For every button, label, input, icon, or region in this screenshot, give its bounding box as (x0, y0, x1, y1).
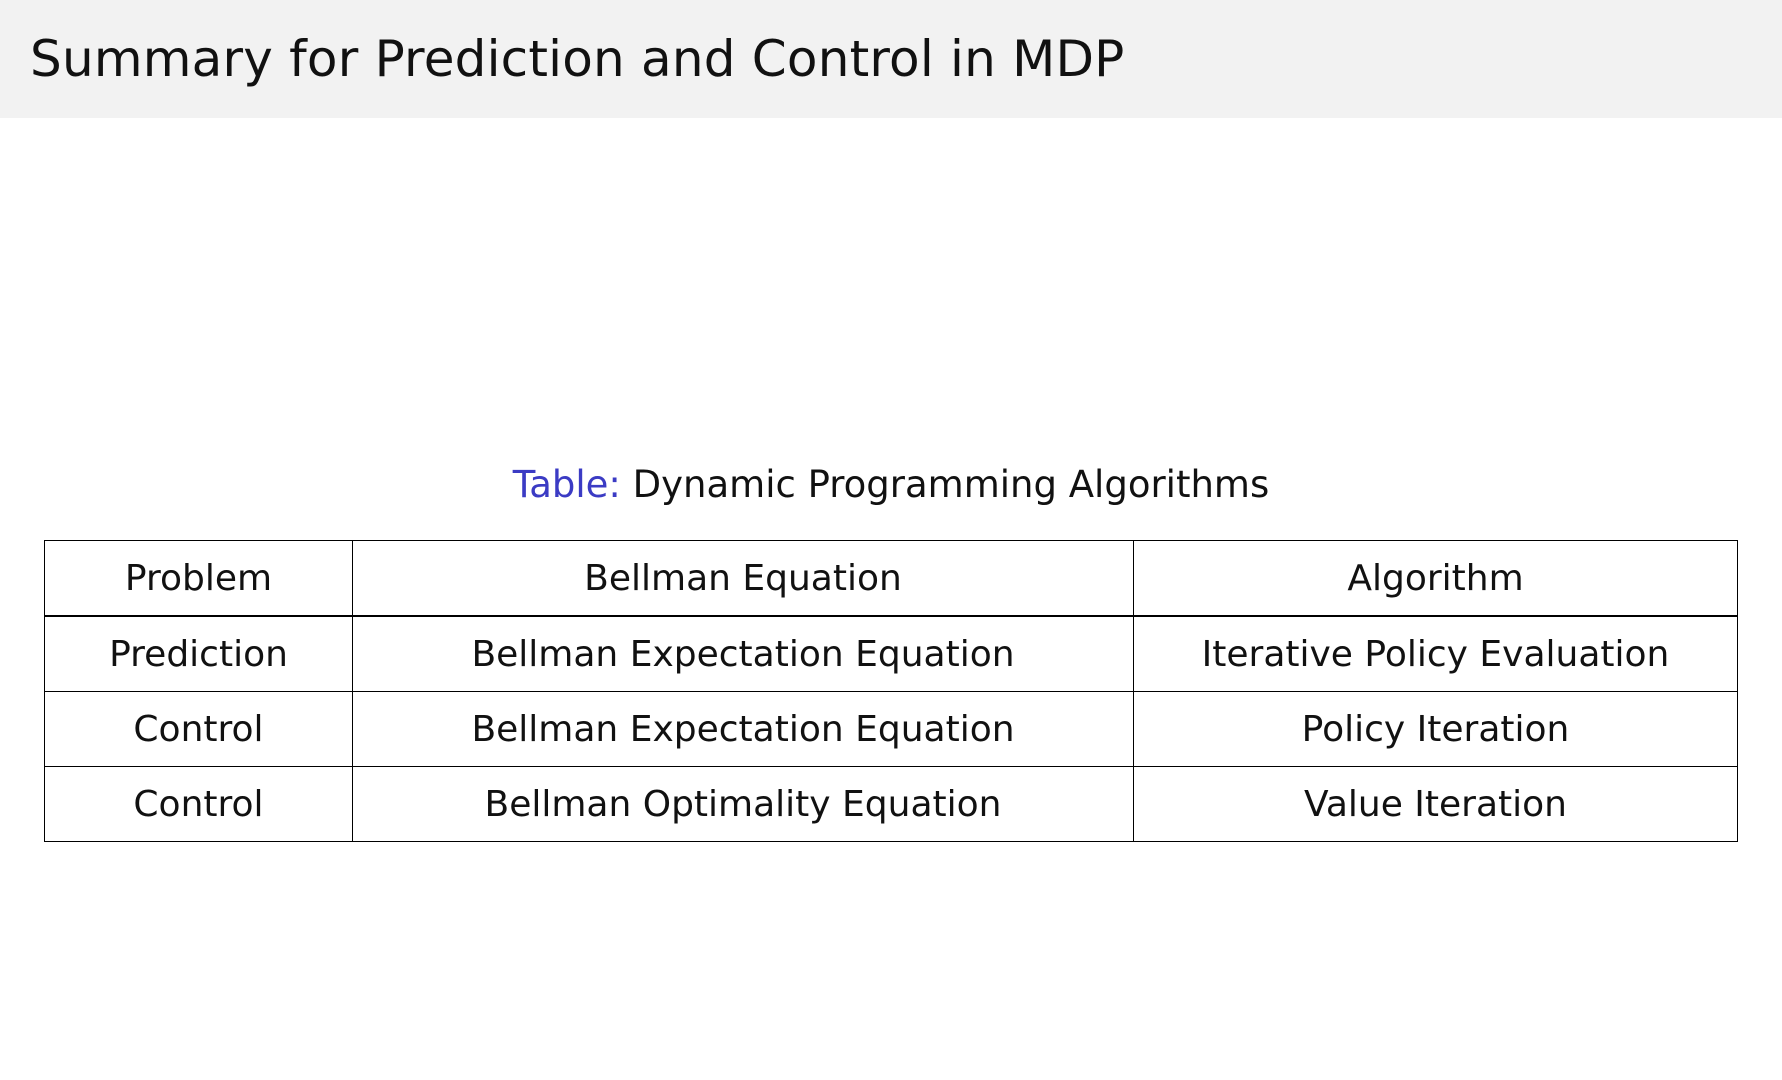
dynamic-programming-table (44, 540, 1738, 842)
slide-title-bar (0, 0, 1782, 118)
table-row (45, 616, 1738, 692)
cell-bellman-equation: Bellman Expectation Equation (353, 692, 1134, 767)
table-row (45, 692, 1738, 767)
slide-content (0, 463, 1782, 842)
table-wrapper (0, 540, 1782, 842)
cell-algorithm: Value Iteration (1134, 767, 1738, 842)
table-header-row (45, 541, 1738, 617)
cell-bellman-equation: Bellman Optimality Equation (353, 767, 1134, 842)
cell-algorithm: Iterative Policy Evaluation (1134, 616, 1738, 692)
column-header-bellman-equation: Bellman Equation (353, 541, 1134, 617)
table-caption-label: Table: (512, 463, 621, 506)
column-header-algorithm: Algorithm (1134, 541, 1738, 617)
cell-problem: Prediction (45, 616, 353, 692)
cell-algorithm: Policy Iteration (1134, 692, 1738, 767)
cell-problem: Control (45, 692, 353, 767)
table-row (45, 767, 1738, 842)
table-caption-text: Dynamic Programming Algorithms (632, 463, 1270, 506)
cell-bellman-equation: Bellman Expectation Equation (353, 616, 1134, 692)
column-header-problem: Problem (45, 541, 353, 617)
cell-problem: Control (45, 767, 353, 842)
table-caption (0, 463, 1782, 507)
page-title: Summary for Prediction and Control in MDP (30, 29, 1125, 88)
